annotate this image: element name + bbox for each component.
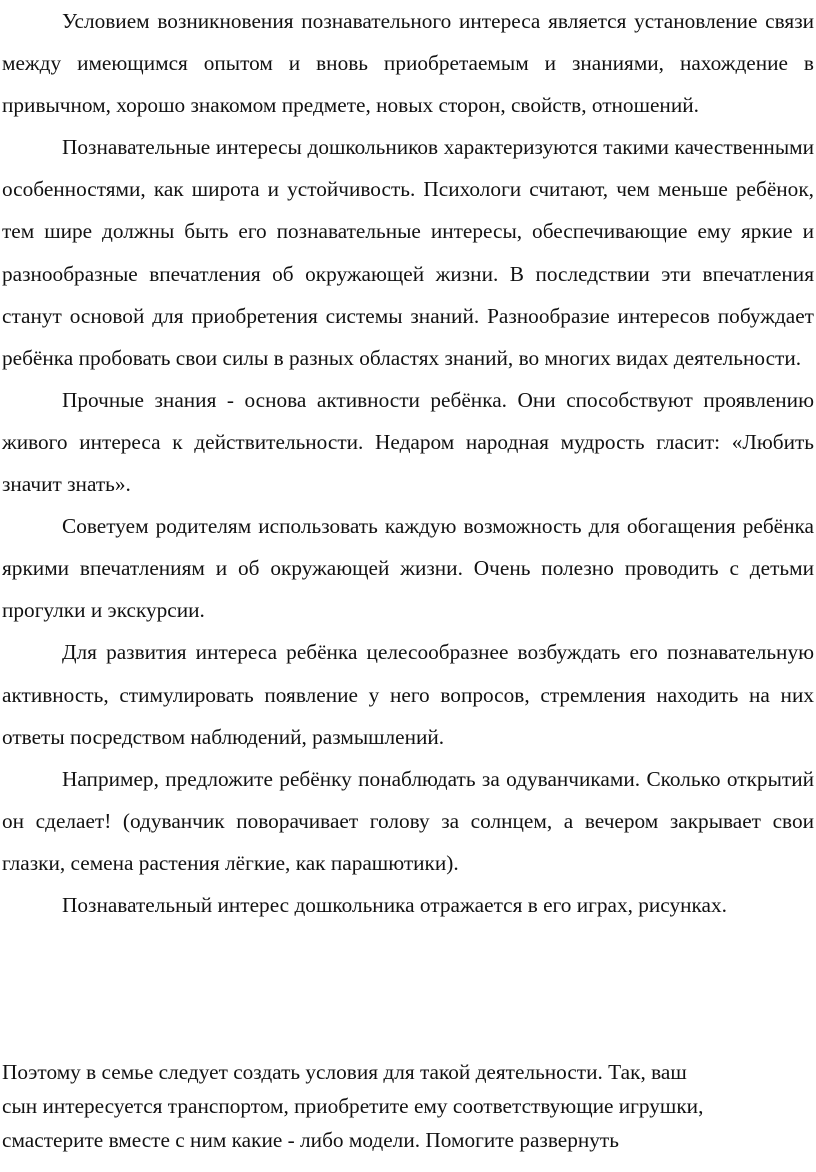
paragraph-4: Советуем родителям использовать каждую возможность для обогащения ребёнка яркими впечатлениям и об окружающей жизни. Очень полезно проводить с детьми прогулки и экскурсии. [2,514,814,623]
paragraph-2: Познавательные интересы дошкольников характеризуются такими качественными особенностями, как широта и устойчивость. Психологи считают, чем меньше ребёнок, тем шире должны быть его познавательные интересы, обеспечивающие ему яркие и разнообразные впечатления об окружающей жизни. В последствии эти впечатления станут основой для приобретения системы знаний. Разнообразие интересов побуждает ребёнка пробовать свои силы в разных областях знаний, во многих видах деятельности. [2,135,814,370]
paragraph-7: Познавательный интерес дошкольника отражается в его играх, рисунках. [62,892,727,917]
tail-line-3: смастерите вместе с ним какие - либо модели. Помогите развернуть [2,1128,619,1152]
paragraph-3: Прочные знания - основа активности ребёнка. Они способствуют проявлению живого интереса к действительности. Недаром народная мудрость гласит: «Любить значит знать». [2,387,814,497]
tail-line-2: сын интересуется транспортом, приобретите ему соответствующие игрушки, [2,1094,704,1118]
tail-line-1: Поэтому в семье следует создать условия для такой деятельности. Так, ваш [2,1060,687,1084]
paragraph-5: Для развития интереса ребёнка целесообразнее возбуждать его познавательную активность, стимулировать появление у него вопросов, стремления находить на них ответы посредством наблюдений, размышлений. [2,640,814,749]
paragraph-6: Например, предложите ребёнку понаблюдать за одуванчиками. Сколько открытий он сделает! (одуванчик поворачивает голову за солнцем, а вечером закрывает свои глазки, семена растения лёгкие, как парашютики). [2,766,814,875]
document-body [2,0,814,926]
paragraph-1: Условием возникновения познавательного интереса является установление связи между имеющимся опытом и вновь приобретаемым и знаниями, нахождение в привычном, хорошо знакомом предмете, новых сторон, свойств, отношений. [2,9,814,118]
